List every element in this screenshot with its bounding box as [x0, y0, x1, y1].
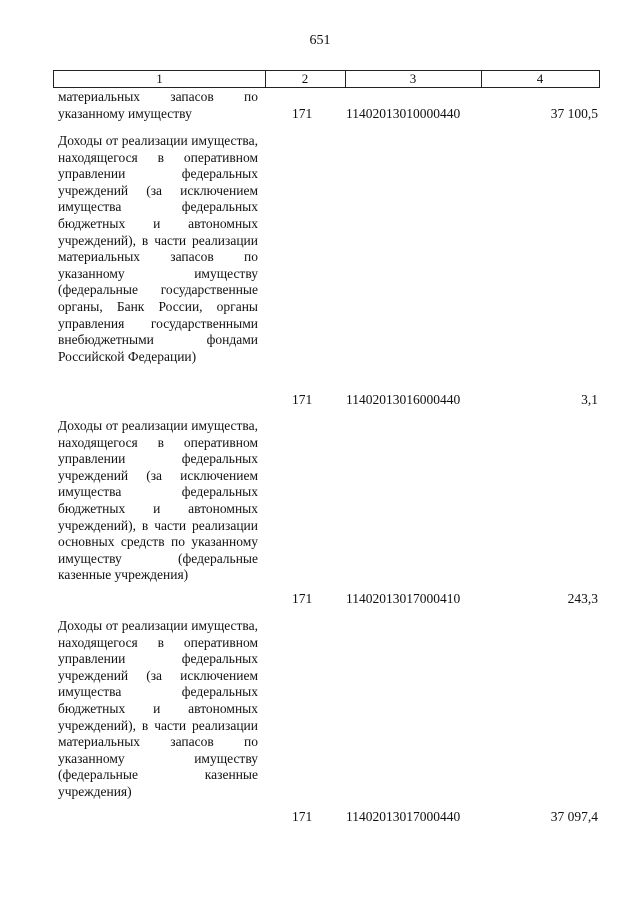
row-description: материальных запасов по указанному имуществу	[58, 89, 258, 121]
row-description: Доходы от реализации имущества, находящегося в оперативном управлении федеральных учреждений (за исключением имущества федеральных бюджетных и автономных учреждений), в части реализации основных средств по указанному имуществу (федеральные казенные учреждения)	[58, 418, 258, 583]
page-number: 651	[309, 33, 331, 48]
row-code: 171	[292, 106, 313, 122]
row-amount: 37 100,5	[550, 106, 598, 122]
row-amount: 3,1	[581, 392, 598, 408]
row-kbk: 11402013010000440	[346, 106, 461, 122]
table-row	[0, 89, 640, 123]
row-kbk: 11402013016000440	[346, 392, 461, 408]
row-kbk: 11402013017000410	[346, 591, 461, 607]
table-row	[0, 418, 640, 608]
table-row	[0, 133, 640, 409]
row-kbk: 11402013017000440	[346, 809, 461, 825]
row-description: Доходы от реализации имущества, находящегося в оперативном управлении федеральных учреждений (за исключением имущества федеральных бюджетных и автономных учреждений), в части реализации материальных запасов по указанному имуществу (федеральные казенные учреждения)	[58, 618, 258, 799]
row-amount: 37 097,4	[550, 809, 598, 825]
table-header	[53, 70, 600, 88]
row-description: Доходы от реализации имущества, находящегося в оперативном управлении федеральных учреждений (за исключением имущества федеральных бюджетных и автономных учреждений), в части реализации материальных запасов по указанному имуществу (федеральные государственные органы, Банк России, органы управления государственными внебюджетными фондами Российской Федерации)	[58, 133, 258, 364]
row-amount: 243,3	[567, 591, 598, 607]
header-col-1: 1	[54, 71, 266, 87]
row-code: 171	[292, 809, 313, 825]
table-row	[0, 618, 640, 826]
row-code: 171	[292, 591, 313, 607]
header-col-4: 4	[536, 71, 544, 86]
row-code: 171	[292, 392, 313, 408]
header-col-3: 3	[345, 71, 482, 87]
header-col-2: 2	[265, 71, 346, 87]
